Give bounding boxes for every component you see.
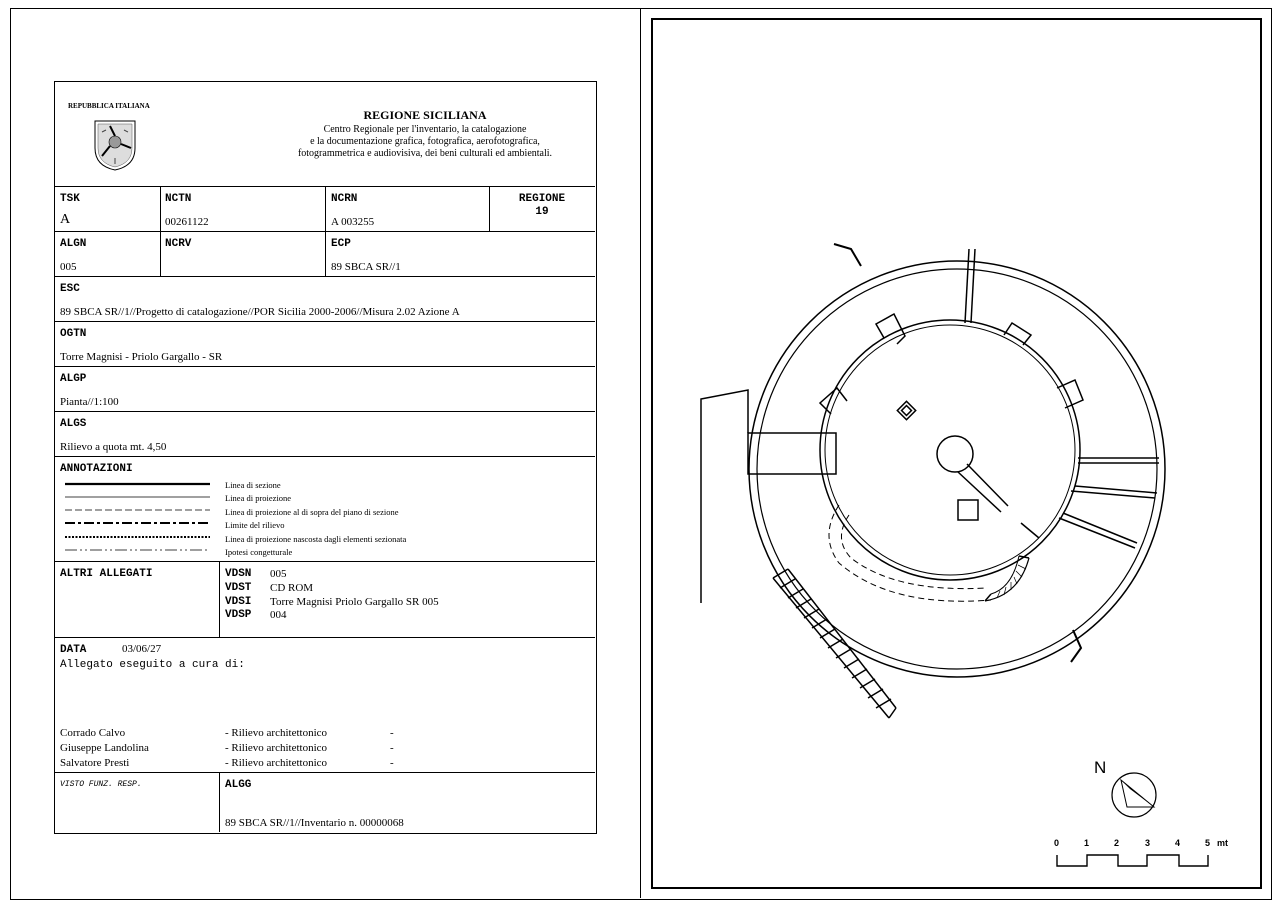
- algs-label: ALGS: [60, 418, 87, 430]
- person-name-3: Salvatore Presti: [60, 757, 130, 769]
- esc-value: 89 SBCA SR//1//Progetto di catalogazione//POR Sicilia 2000-2006//Misura 2.02 Azione A: [60, 306, 460, 318]
- person-role-1: - Rilievo architettonico: [225, 727, 328, 739]
- algn-value: 005: [60, 261, 77, 273]
- person-dash-2: -: [390, 742, 394, 754]
- legend-text-2: Linea di proiezione: [225, 493, 292, 503]
- tsk-value: A: [60, 212, 71, 227]
- row-divider: [54, 637, 595, 638]
- page-divider: [640, 8, 641, 898]
- vdsp-key: VDSP: [225, 609, 252, 621]
- ecp-label: ECP: [331, 238, 351, 250]
- ogtn-value: Torre Magnisi - Priolo Gargallo - SR: [60, 351, 223, 363]
- col-divider: [160, 186, 161, 276]
- person-dash-3: -: [390, 757, 394, 769]
- algg-value: 89 SBCA SR//1//Inventario n. 00000068: [225, 817, 404, 829]
- region-title: REGIONE SICILIANA: [363, 108, 487, 122]
- scale-tick-5: 5: [1205, 838, 1211, 848]
- esc-label: ESC: [60, 283, 80, 295]
- ogtn-label: OGTN: [60, 328, 87, 340]
- row-divider: [54, 772, 595, 773]
- person-role-2: - Rilievo architettonico: [225, 742, 328, 754]
- scale-tick-3: 3: [1145, 838, 1151, 848]
- algs-value: Rilievo a quota mt. 4,50: [60, 441, 167, 453]
- data-value: 03/06/27: [122, 643, 162, 655]
- ncrn-value: A 003255: [331, 216, 375, 228]
- annotazioni-label: ANNOTAZIONI: [60, 463, 133, 475]
- algg-label: ALGG: [225, 779, 252, 791]
- row-divider: [54, 276, 595, 277]
- legend-text-3: Linea di proiezione al di sopra del piano di sezione: [225, 507, 399, 517]
- row-divider: [54, 456, 595, 457]
- tower-plan: [651, 18, 1260, 887]
- vdsi-key: VDSI: [225, 596, 252, 608]
- col-divider: [219, 772, 220, 832]
- region-emblem: [92, 118, 138, 172]
- algp-label: ALGP: [60, 373, 87, 385]
- person-dash-1: -: [390, 727, 394, 739]
- scale-tick-0: 0: [1054, 838, 1060, 848]
- vdst-value: CD ROM: [270, 582, 314, 594]
- regione-value: 19: [535, 206, 549, 218]
- scale-unit: mt: [1217, 838, 1228, 848]
- ncrv-label: NCRV: [165, 238, 192, 250]
- republic-label: REPUBBLICA ITALIANA: [68, 102, 150, 110]
- north-label: N: [1094, 758, 1107, 777]
- algn-label: ALGN: [60, 238, 87, 250]
- legend-text-5: Linea di proiezione nascosta dagli elementi sezionata: [225, 534, 407, 544]
- algp-value: Pianta//1:100: [60, 396, 119, 408]
- vdsn-key: VDSN: [225, 568, 252, 580]
- line-legend-samples: [60, 478, 220, 558]
- ncrn-label: NCRN: [331, 193, 358, 205]
- nctn-value: 00261122: [165, 216, 209, 228]
- row-divider: [54, 321, 595, 322]
- col-divider: [219, 561, 220, 637]
- vdst-key: VDST: [225, 582, 252, 594]
- allegati-label: ALTRI ALLEGATI: [60, 568, 153, 580]
- vdsi-value: Torre Magnisi Priolo Gargallo SR 005: [270, 596, 439, 608]
- row-divider: [54, 561, 595, 562]
- curated-by: Allegato eseguito a cura di:: [60, 659, 245, 671]
- legend-text-1: Linea di sezione: [225, 480, 281, 490]
- visto-label: VISTO FUNZ. RESP.: [60, 780, 142, 789]
- legend-text-6: Ipotesi congetturale: [225, 547, 293, 557]
- ecp-value: 89 SBCA SR//1: [331, 261, 401, 273]
- legend-text-4: Limite del rilievo: [225, 520, 285, 530]
- person-name-2: Giuseppe Landolina: [60, 742, 149, 754]
- centre-line-2: e la documentazione grafica, fotografica, aerofotografica,: [310, 136, 540, 147]
- row-divider: [54, 411, 595, 412]
- row-divider: [54, 366, 595, 367]
- col-divider: [325, 186, 326, 276]
- scale-tick-1: 1: [1084, 838, 1090, 848]
- nctn-label: NCTN: [165, 193, 192, 205]
- regione-label: REGIONE: [518, 193, 566, 205]
- person-role-3: - Rilievo architettonico: [225, 757, 328, 769]
- scale-tick-4: 4: [1175, 838, 1181, 848]
- vdsn-value: 005: [270, 568, 287, 580]
- person-name-1: Corrado Calvo: [60, 727, 126, 739]
- vdsp-value: 004: [270, 609, 287, 621]
- scale-tick-2: 2: [1114, 838, 1120, 848]
- tsk-label: TSK: [60, 193, 80, 205]
- data-label: DATA: [60, 644, 87, 656]
- centre-line-3: fotogrammetrica e audiovisiva, dei beni culturali ed ambientali.: [297, 148, 553, 159]
- centre-line-1: Centro Regionale per l'inventario, la catalogazione: [323, 124, 527, 135]
